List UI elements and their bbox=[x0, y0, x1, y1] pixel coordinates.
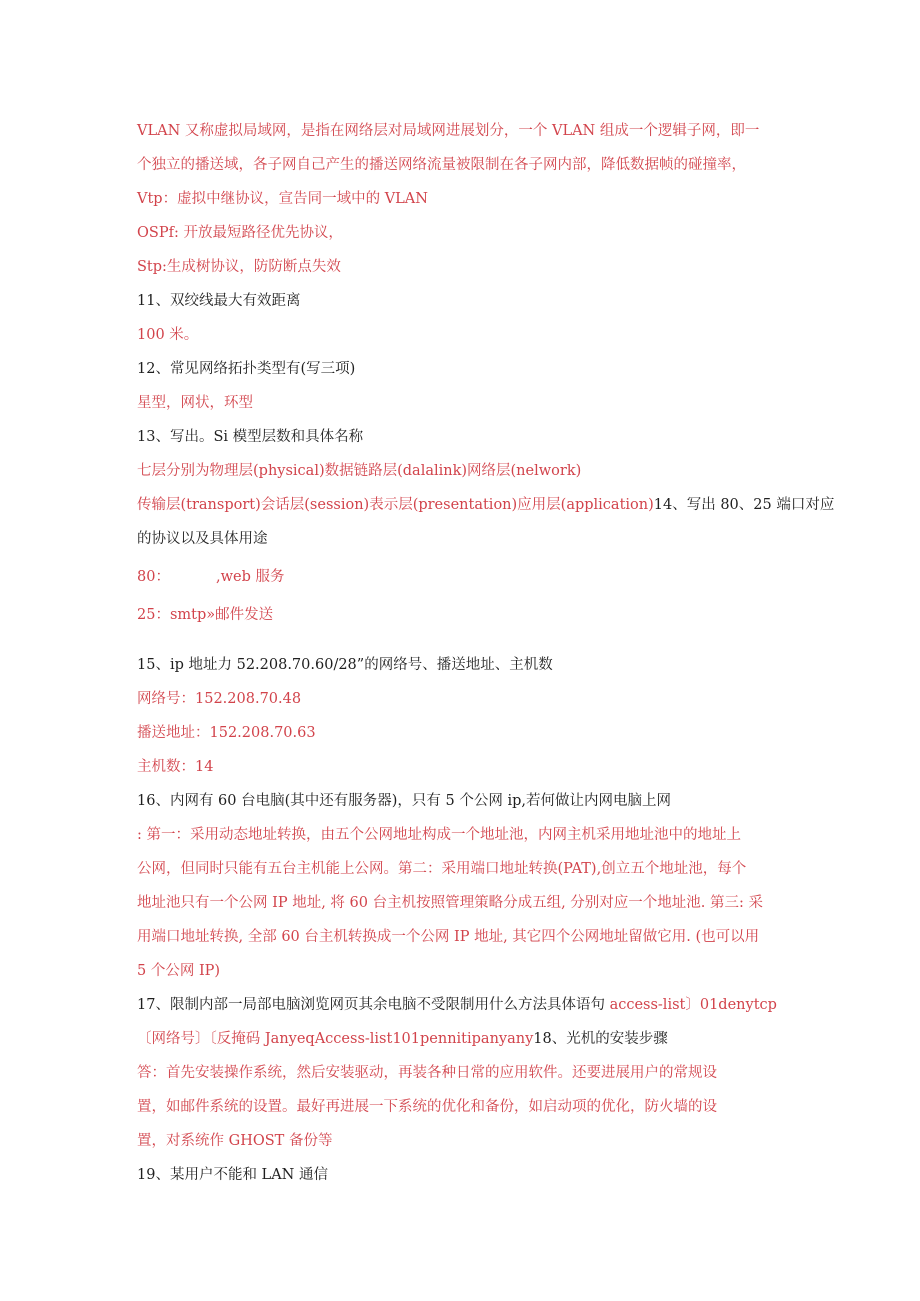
question-12: 12、常见网络拓扑类型有(写三项) bbox=[137, 361, 356, 377]
answer-18-line-3: 置，对系统作 GHOST 备份等 bbox=[137, 1133, 333, 1149]
answer-15-broadcast: 播送地址：152.208.70.63 bbox=[137, 725, 316, 741]
question-13: 13、写出。Si 模型层数和具体名称 bbox=[137, 429, 364, 445]
answer-16-line-5: 5 个公网 IP) bbox=[137, 963, 221, 979]
text-line-stp: Stp:生成树协议，防防断点失效 bbox=[137, 259, 341, 275]
question-19: 19、某用户不能和 LAN 通信 bbox=[137, 1167, 328, 1183]
answer-16-line-4: 用端口地址转换, 全部 60 台主机转换成一个公网 IP 地址, 其它四个公网地址留做它用. (也可以用 bbox=[137, 929, 760, 945]
answer-16-line-1: : 第一：采用动态地址转换，由五个公网地址构成一个地址池，内网主机采用地址池中的地址上 bbox=[137, 827, 741, 843]
answer-18-line-1: 答：首先安装操作系统，然后安装驱动，再装各种日常的应用软件。还要进展用户的常规设 bbox=[137, 1065, 717, 1081]
answer-15-hosts: 主机数：14 bbox=[137, 759, 214, 775]
answer-16-line-2: 公网，但同时只能有五台主机能上公网。第二：采用端口地址转换(PAT),创立五个地址池，每个 bbox=[137, 861, 747, 877]
answer-18-line-2: 置，如邮件系统的设置。最好再进展一下系统的优化和备份，如启动项的优化，防火墙的设 bbox=[137, 1099, 717, 1115]
answer-17-start: access-list〕01denytcp bbox=[609, 997, 777, 1013]
answer-11: 100 米。 bbox=[137, 327, 199, 343]
question-14-end: 的协议以及具体用途 bbox=[137, 531, 268, 547]
question-16: 16、内网有 60 台电脑(其中还有服务器)，只有 5 个公网 ip,若何做让内网电脑上网 bbox=[137, 793, 672, 809]
question-11: 11、双绞线最大有效距离 bbox=[137, 293, 301, 309]
question-18: 18、光机的安装步骤 bbox=[533, 1031, 668, 1047]
answer-12: 星型，网状，环型 bbox=[137, 395, 253, 411]
question-17: 17、限制内部一局部电脑浏览网页其余电脑不受限制用什么方法具体语句 bbox=[137, 997, 610, 1013]
question-17-line bbox=[137, 995, 777, 1015]
answer-14-port-80: 80： ,web 服务 bbox=[137, 569, 285, 585]
answer-17-end: 〔网络号〕〔反掩码 JanyeqAccess-list101pennitipanyany bbox=[137, 1031, 534, 1047]
answer-16-line-3: 地址池只有一个公网 IP 地址, 将 60 台主机按照管理策略分成五组, 分别对应一个地址池. 第三: 采 bbox=[137, 895, 764, 911]
answer-13-layers: 传输层(transport)会话层(session)表示层(presentation)应用层(application) bbox=[137, 497, 654, 513]
answer-14-port-25: 25：smtp»邮件发送 bbox=[137, 607, 274, 623]
answer-15-network: 网络号：152.208.70.48 bbox=[137, 691, 302, 707]
text-line-ospf: OSPf: 开放最短路径优先协议， bbox=[137, 225, 343, 241]
text-line-vlan-1: VLAN 又称虚拟局域网，是指在网络层对局域网进展划分，一个 VLAN 组成一个逻辑子网，即一 bbox=[137, 123, 760, 139]
answer-17-line-2 bbox=[137, 1029, 668, 1049]
text-line-vtp: Vtp：虚拟中继协议，宣告同一域中的 VLAN bbox=[137, 191, 428, 207]
question-15: 15、ip 地址力 52.208.70.60/28”的网络号、播送地址、主机数 bbox=[137, 657, 553, 673]
answer-13-line-1: 七层分别为物理层(physical)数据链路层(dalalink)网络层(nelwork) bbox=[137, 463, 582, 479]
text-line-vlan-2: 个独立的播送域，各子网自己产生的播送网络流量被限制在各子网内部，降低数据帧的碰撞率， bbox=[137, 157, 746, 173]
answer-13-line-2 bbox=[137, 495, 834, 515]
question-14-start: 14、写出 80、25 端口对应 bbox=[653, 497, 835, 513]
